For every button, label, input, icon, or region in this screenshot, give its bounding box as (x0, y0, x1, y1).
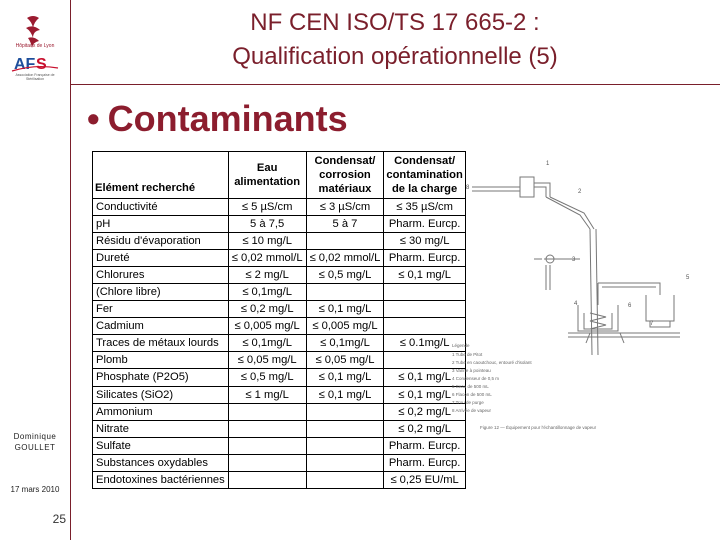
figure-legend-item: 3 Vanne à pointeau (452, 368, 491, 373)
table-row (93, 233, 466, 250)
table-cell-value (306, 403, 384, 420)
slide-title (80, 6, 710, 74)
table-cell-value: ≤ 0,02 mmol/L (306, 250, 384, 267)
table-cell-element: Fer (93, 301, 229, 318)
table-cell-value: ≤ 0,1mg/L (228, 284, 306, 301)
sidebar (0, 0, 72, 540)
vertical-divider (70, 0, 71, 540)
table-cell-value (306, 420, 384, 437)
table-row (93, 352, 466, 369)
bullet-heading (87, 98, 348, 140)
table-cell-element: (Chlore libre) (93, 284, 229, 301)
table-row (93, 420, 466, 437)
slide-number: 25 (52, 512, 66, 526)
table-cell-value: ≤ 0,2 mg/L (228, 301, 306, 318)
table-cell-element: Traces de métaux lourds (93, 335, 229, 352)
header-eau (228, 152, 306, 199)
author-first-name: Dominique (13, 432, 57, 441)
table-cell-value: ≤ 0,1mg/L (228, 335, 306, 352)
table-cell-value: ≤ 0,1mg/L (306, 335, 384, 352)
figure-legend-title: Légende (452, 343, 470, 348)
svg-text:S: S (36, 56, 47, 73)
header-condensat-corrosion (306, 152, 384, 199)
table-row (93, 301, 466, 318)
table-cell-element: Sulfate (93, 437, 229, 454)
table-cell-value: ≤ 0.1mg/L (384, 335, 465, 352)
table-cell-value: ≤ 0,05 mg/L (306, 352, 384, 369)
table-cell-value: Pharm. Eurcp. (384, 437, 465, 454)
afs-logo (10, 52, 60, 74)
figure-label: 2 (578, 189, 582, 195)
header-element: Elément recherché (93, 152, 229, 199)
figure-label: 1 (546, 161, 550, 167)
table-cell-value: ≤ 0,1 mg/L (306, 301, 384, 318)
slide-date: 17 mars 2010 (10, 485, 60, 494)
table-cell-value (306, 471, 384, 488)
bullet-symbol: • (87, 98, 100, 139)
table-cell-value: ≤ 0,1 mg/L (384, 267, 465, 284)
table-cell-value: ≤ 0,005 mg/L (306, 318, 384, 335)
author-last-name: GOULLET (14, 443, 56, 452)
hcl-logo (18, 14, 48, 56)
figure-caption: Figure 12 — Équipement pour l'échantillonnage de vapeur (480, 425, 597, 430)
figure-label: 5 (686, 275, 690, 281)
steam-sampling-figure (450, 155, 702, 437)
table-header-row (93, 152, 466, 199)
table-cell-value: ≤ 0,5 mg/L (306, 267, 384, 284)
table-row (93, 403, 466, 420)
header-divider (70, 84, 720, 85)
table-cell-element: Phosphate (P2O5) (93, 369, 229, 386)
slide-title-line-1: NF CEN ISO/TS 17 665-2 : (250, 9, 540, 36)
table-cell-value: ≤ 0,005 mg/L (228, 318, 306, 335)
figure-legend-item: 6 Flacon de 500 mL (452, 392, 492, 397)
table-cell-value: 5 à 7,5 (228, 216, 306, 233)
table-cell-element: Chlorures (93, 267, 229, 284)
table-cell-value (228, 454, 306, 471)
header-cond1-line: corrosion (319, 169, 371, 181)
table-row (93, 335, 466, 352)
table-cell-value: ≤ 35 µS/cm (384, 199, 465, 216)
header-cond1-line: Condensat/ (314, 155, 376, 167)
table-cell-value: Pharm. Eurcp. (384, 250, 465, 267)
table-cell-element: Endotoxines bactériennes (93, 471, 229, 488)
table-cell-value (306, 437, 384, 454)
table-cell-value: ≤ 0,25 EU/mL (384, 471, 465, 488)
table-row (93, 199, 466, 216)
table-cell-value: ≤ 0,5 mg/L (228, 369, 306, 386)
table-cell-element: Résidu d'évaporation (93, 233, 229, 250)
header-cond2-line: de la charge (391, 183, 458, 195)
table-cell-element: Cadmium (93, 318, 229, 335)
table-cell-value (228, 403, 306, 420)
table-cell-value (228, 437, 306, 454)
table-cell-value: ≤ 0,1 mg/L (306, 386, 384, 403)
table-cell-value: Pharm. Eurcp. (384, 454, 465, 471)
contaminants-table (92, 151, 466, 489)
table-cell-value (306, 233, 384, 250)
afs-logo-subtext: Association Française de Stérilisation (15, 73, 55, 81)
table-cell-element: Ammonium (93, 403, 229, 420)
table-cell-value (306, 454, 384, 471)
table-cell-value: ≤ 0,1 mg/L (384, 369, 465, 386)
table-cell-value: ≤ 10 mg/L (228, 233, 306, 250)
hcl-logo-text: Hôpitaux de Lyon (15, 43, 55, 49)
table-row (93, 216, 466, 233)
table-cell-value: Pharm. Eurcp. (384, 216, 465, 233)
figure-label: 8 (466, 185, 470, 191)
table-cell-value: ≤ 30 mg/L (384, 233, 465, 250)
header-cond2-line: contamination (386, 169, 463, 181)
table-cell-value: ≤ 0,02 mmol/L (228, 250, 306, 267)
header-cond2-line: Condensat/ (394, 155, 456, 167)
table-cell-element: Conductivité (93, 199, 229, 216)
table-row (93, 471, 466, 488)
table-row (93, 437, 466, 454)
figure-legend-item: 5 Seau de 500 mL (452, 384, 489, 389)
figure-legend-item: 1 Tube de Pitot (452, 352, 483, 357)
table-row (93, 369, 466, 386)
table-row (93, 454, 466, 471)
table-row (93, 267, 466, 284)
table-cell-value: ≤ 0,2 mg/L (384, 403, 465, 420)
table-cell-value: ≤ 0,1 mg/L (306, 369, 384, 386)
figure-legend-item: 8 Arrivée de vapeur (452, 408, 492, 413)
table-row (93, 386, 466, 403)
table-cell-value: ≤ 0,05 mg/L (228, 352, 306, 369)
header-eau-line: Eau (256, 162, 278, 174)
header-cond1-line: matériaux (318, 183, 372, 195)
table-cell-value: ≤ 3 µS/cm (306, 199, 384, 216)
header-eau-line: alimentation (234, 176, 301, 188)
table-cell-element: Plomb (93, 352, 229, 369)
figure-label: 4 (574, 301, 578, 307)
table-cell-value (306, 284, 384, 301)
figure-legend-item: 4 Condenseur de 0,5 m (452, 376, 500, 381)
table-cell-value: ≤ 5 µS/cm (228, 199, 306, 216)
bullet-text: Contaminants (107, 98, 348, 139)
table-cell-value (228, 420, 306, 437)
figure-legend-item: 2 Tube en caoutchouc, entouré d'isolant (452, 360, 532, 365)
table-cell-element: Nitrate (93, 420, 229, 437)
table-cell-value: 5 à 7 (306, 216, 384, 233)
table-cell-value (228, 471, 306, 488)
figure-legend-item: 7 Trou de purge (452, 400, 484, 405)
table-cell-value: ≤ 0,1 mg/L (384, 386, 465, 403)
figure-label: 7 (650, 321, 654, 327)
table-row (93, 250, 466, 267)
svg-text:AF: AF (14, 56, 36, 73)
slide-title-line-2: Qualification opérationnelle (5) (232, 43, 558, 70)
author (0, 431, 70, 453)
table-cell-element: Dureté (93, 250, 229, 267)
table-cell-value: ≤ 2 mg/L (228, 267, 306, 284)
table-cell-element: pH (93, 216, 229, 233)
table-cell-element: Silicates (SiO2) (93, 386, 229, 403)
table-row (93, 318, 466, 335)
table-cell-element: Substances oxydables (93, 454, 229, 471)
table-cell-value: ≤ 1 mg/L (228, 386, 306, 403)
figure-label: 6 (628, 303, 632, 309)
table-row (93, 284, 466, 301)
figure-label: 3 (572, 257, 576, 263)
table-cell-value: ≤ 0,2 mg/L (384, 420, 465, 437)
